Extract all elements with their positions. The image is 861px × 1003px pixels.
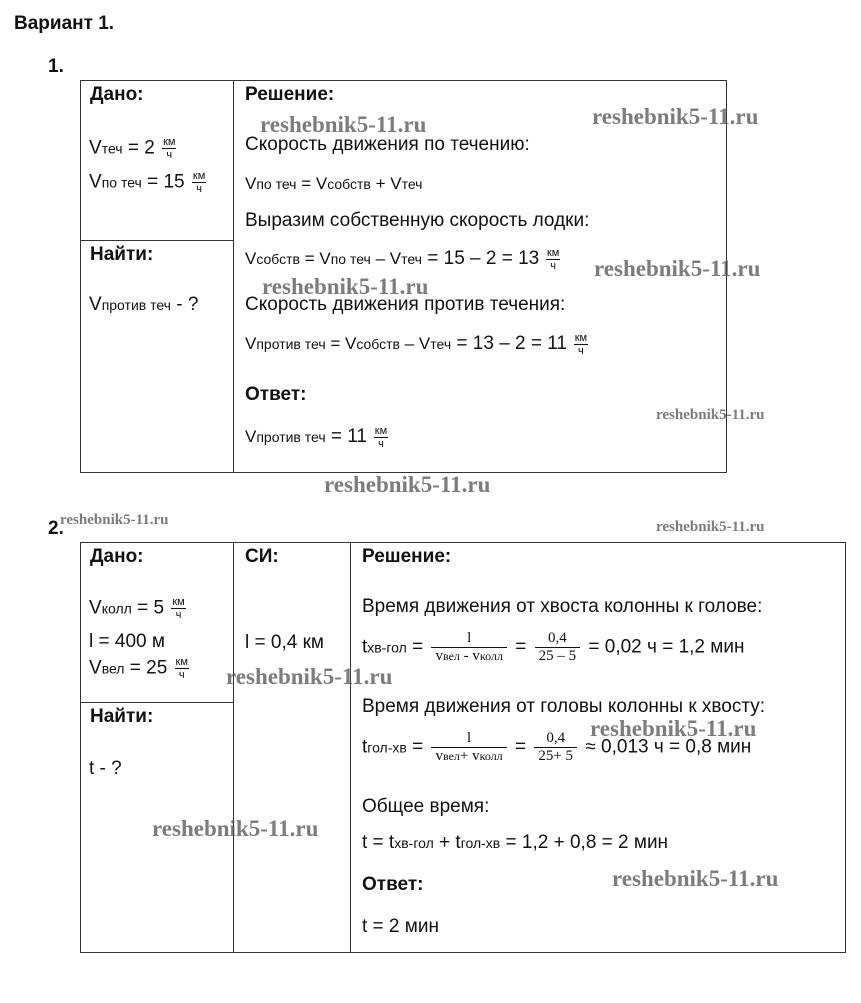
solution-text: Выразим собственную скорость лодки: xyxy=(245,210,590,231)
fraction-denominator: vвел+ vколл xyxy=(435,748,503,764)
answer-row: Vпротив теч = 11 $\frac{км}{ч}$ xyxy=(245,425,388,450)
solution-text: Скорость движения против течения: xyxy=(245,294,566,315)
watermark: reshebnik5-11.ru xyxy=(324,472,491,497)
unit-fraction: $\frac{км}{ч}$ xyxy=(175,656,188,681)
answer-row: t = 2 мин xyxy=(362,916,439,937)
given-row: l = 400 м xyxy=(89,631,165,652)
formula: Vпо теч = Vсобств + Vтеч xyxy=(245,174,423,193)
formula: Vпротив теч = Vсобств – Vтеч = 13 – 2 = 11 $\frac{км}{ч}$ xyxy=(245,332,588,357)
unit-fraction: $\frac{км}{ч}$ xyxy=(192,170,206,195)
page-title: Вариант 1. xyxy=(14,13,115,34)
find-title: Найти: xyxy=(90,706,154,727)
unit-fraction: $\frac{км}{ч}$ xyxy=(172,596,185,621)
find-title: Найти: xyxy=(90,244,154,265)
unit-fraction: $\frac{км}{ч}$ xyxy=(546,247,560,272)
given-title: Дано: xyxy=(90,546,144,567)
unit-fraction: $\frac{км}{ч}$ xyxy=(374,425,388,450)
watermark: reshebnik5-11.ru xyxy=(594,256,761,281)
si-value: l = 0,4 км xyxy=(245,632,324,653)
formula: tгол-хв = $\frac{l}{\text{vвел+ vколл}}$ = $\frac{0,4}{25+ 5}$ ≈ 0,013 ч = 0,8 мин xyxy=(362,730,752,764)
watermark: reshebnik5-11.ru xyxy=(656,407,765,423)
fraction: $\frac{0,4}{25 - 5}$ xyxy=(535,630,581,665)
fraction: $\frac{0,4}{25+ 5}$ xyxy=(534,730,577,765)
solution-text: Скорость движения по течению: xyxy=(245,134,530,155)
find-row: Vпротив теч - ? xyxy=(89,294,199,315)
watermark: reshebnik5-11.ru xyxy=(60,512,169,528)
unit-fraction: $\frac{км}{ч}$ xyxy=(163,136,176,161)
watermark: reshebnik5-11.ru xyxy=(152,816,319,841)
formula: tхв-гол = $\frac{l}{\text{vвел - vколл}}$ = $\frac{0,4}{25 - 5}$ = 0,02 ч = 1,2 мин xyxy=(362,630,745,664)
formula: t = tхв-гол + tгол-хв = 1,2 + 0,8 = 2 мин xyxy=(362,832,669,853)
task-number: 2. xyxy=(48,518,64,539)
fraction: $\frac{l}{\text{vвел - vколл}}$ xyxy=(431,630,506,665)
unit-fraction: $\frac{км}{ч}$ xyxy=(574,332,588,357)
watermark: reshebnik5-11.ru xyxy=(226,664,393,689)
fraction: $\frac{l}{\text{vвел+ vколл}}$ xyxy=(431,730,506,765)
task-number: 1. xyxy=(48,56,64,77)
answer-title: Ответ: xyxy=(362,874,424,895)
solution-text: Общее время: xyxy=(362,796,490,817)
solution-text: Время движения от головы колонны к хвосту: xyxy=(362,696,766,717)
watermark: reshebnik5-11.ru xyxy=(262,274,429,299)
given-row: Vтеч = 2 $\frac{км}{ч}$ xyxy=(89,136,176,161)
answer-title: Ответ: xyxy=(245,384,307,405)
formula: Vсобств = Vпо теч – Vтеч = 15 – 2 = 13 $\frac{км}{ч}$ xyxy=(245,247,560,272)
watermark: reshebnik5-11.ru xyxy=(592,104,759,129)
si-title: СИ: xyxy=(245,546,279,567)
watermark: reshebnik5-11.ru xyxy=(590,716,757,741)
given-title: Дано: xyxy=(90,84,144,105)
solution-title: Решение: xyxy=(245,84,335,105)
given-row: Vвел = 25 $\frac{км}{ч}$ xyxy=(89,656,188,681)
solution-title: Решение: xyxy=(362,546,452,567)
given-row: Vпо теч = 15 $\frac{км}{ч}$ xyxy=(89,170,206,195)
solution-text: Время движения от хвоста колонны к голове: xyxy=(362,596,763,617)
fraction-denominator: vвел - vколл xyxy=(435,648,503,664)
watermark: reshebnik5-11.ru xyxy=(260,112,427,137)
watermark: reshebnik5-11.ru xyxy=(612,866,779,891)
given-row: Vколл = 5 $\frac{км}{ч}$ xyxy=(89,596,185,621)
watermark: reshebnik5-11.ru xyxy=(656,519,765,535)
find-row: t - ? xyxy=(89,758,122,779)
